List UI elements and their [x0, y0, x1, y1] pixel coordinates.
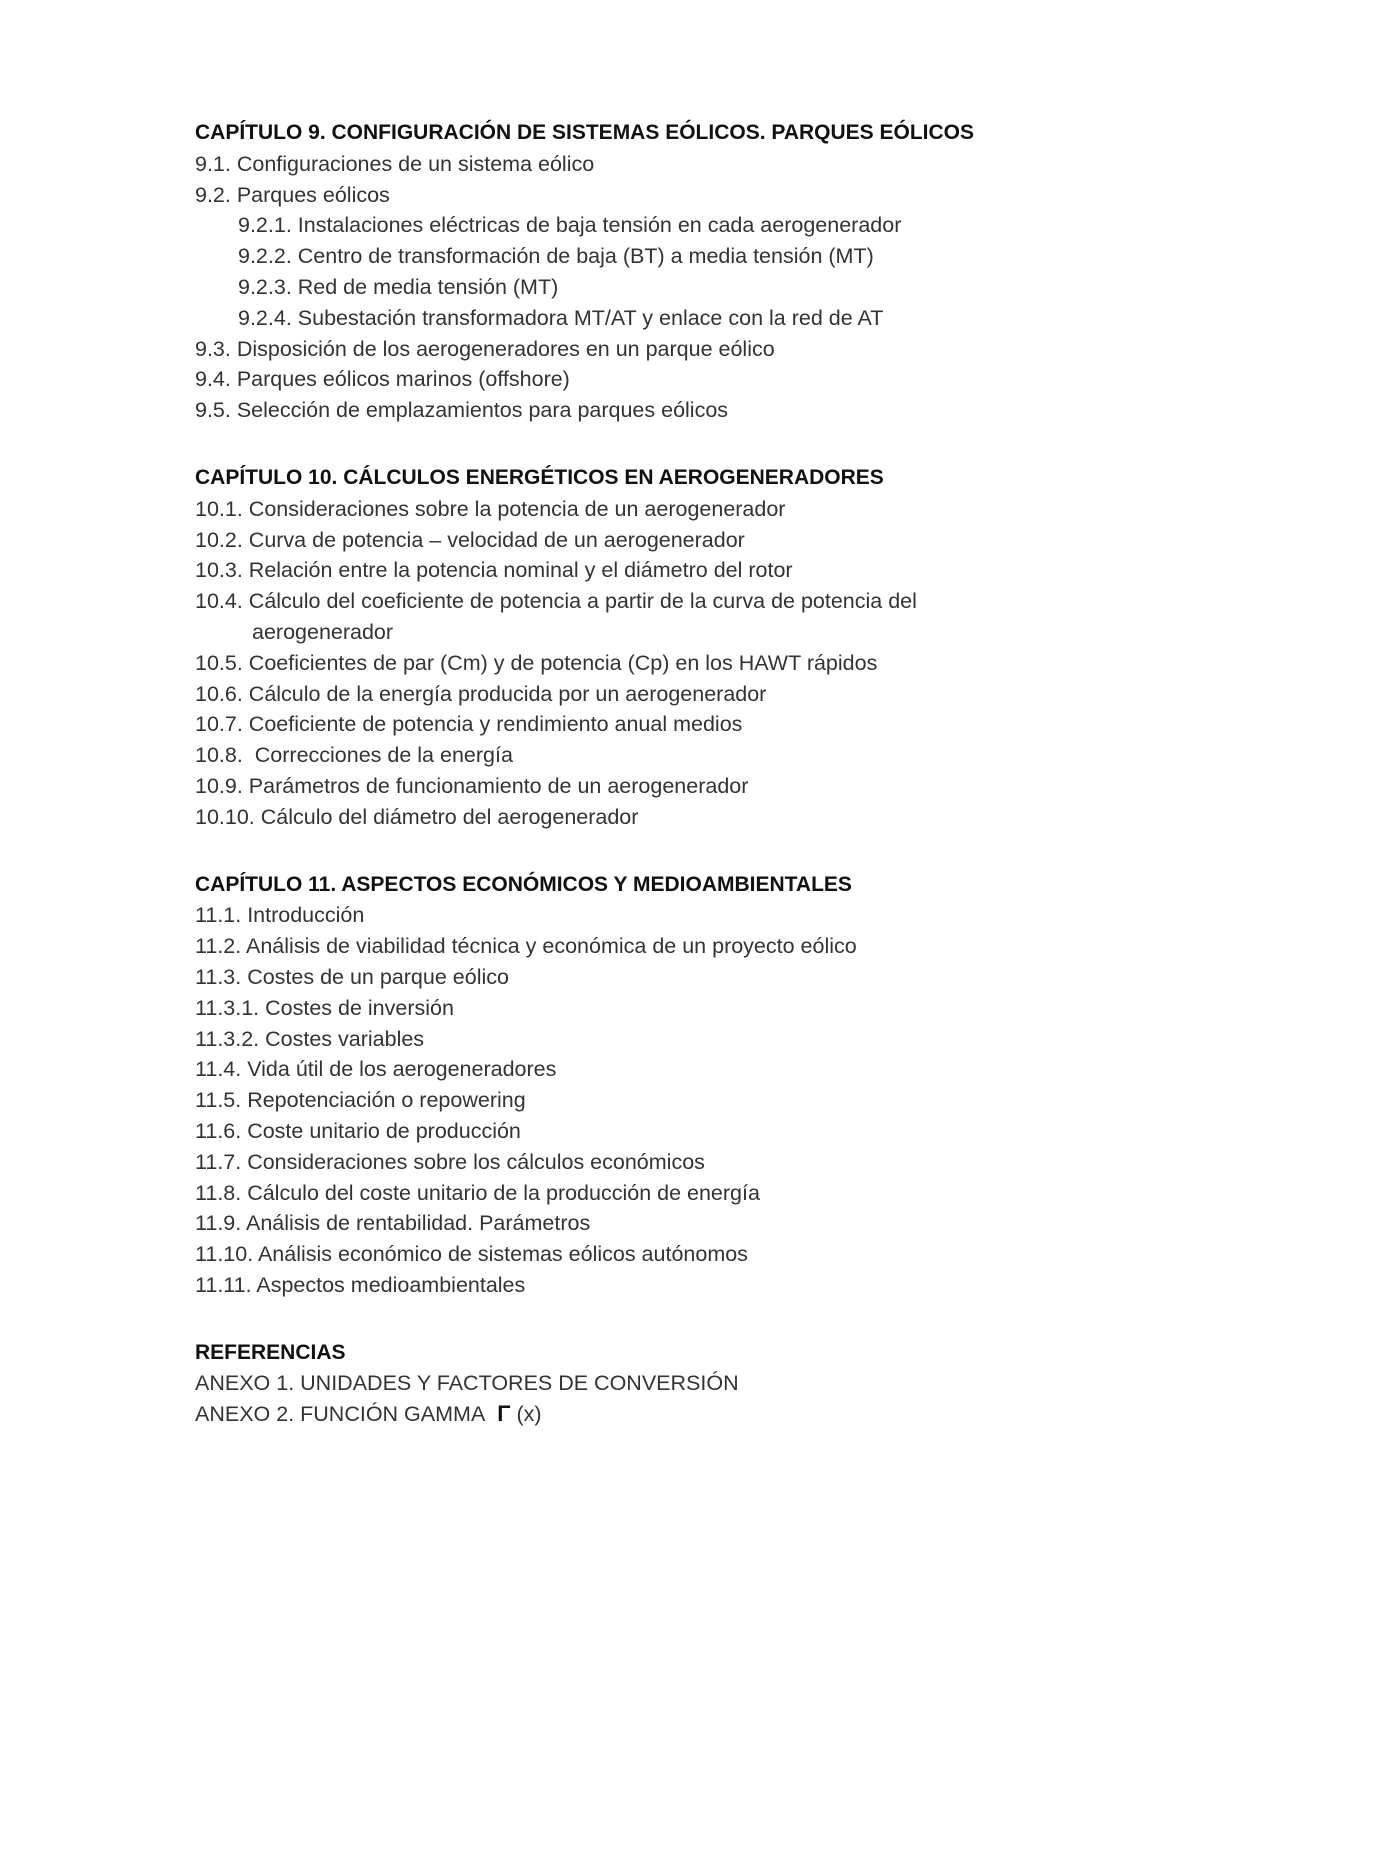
- chapter-title: CAPÍTULO 9. CONFIGURACIÓN DE SISTEMAS EÓLICOS. PARQUES EÓLICOS: [195, 121, 975, 144]
- chapter-11: [195, 870, 1295, 1301]
- toc-entry: 10.1. Consideraciones sobre la potencia de un aerogenerador: [195, 496, 786, 521]
- toc-entry: 9.5. Selección de emplazamientos para parques eólicos: [195, 398, 729, 423]
- toc-entry: 11.10. Análisis económico de sistemas eólicos autónomos: [195, 1242, 748, 1267]
- toc-entry: 10.5. Coeficientes de par (Cm) y de potencia (Cp) en los HAWT rápidos: [195, 650, 878, 675]
- toc-entry: 10.7. Coeficiente de potencia y rendimiento anual medios: [195, 712, 743, 737]
- chapter-10: [195, 463, 1295, 833]
- toc-entry: 11.2. Análisis de viabilidad técnica y económica de un proyecto eólico: [195, 934, 857, 959]
- toc-entry: 10.6. Cálculo de la energía producida por un aerogenerador: [195, 681, 767, 706]
- toc-entry: 10.4. Cálculo del coeficiente de potencia a partir de la curva de potencia del aerogenerador: [195, 589, 917, 644]
- references-title: REFERENCIAS: [195, 1340, 346, 1364]
- toc-entry: 11.1. Introducción: [195, 903, 365, 928]
- toc-subentry: 9.2.1. Instalaciones eléctricas de baja tensión en cada aerogenerador: [238, 213, 902, 238]
- annex-1: ANEXO 1. UNIDADES Y FACTORES DE CONVERSIÓN: [195, 1371, 739, 1396]
- references-section: [195, 1338, 1295, 1430]
- toc-entry: 10.8. Correcciones de la energía: [195, 743, 513, 768]
- chapter-title: CAPÍTULO 11. ASPECTOS ECONÓMICOS Y MEDIOAMBIENTALES: [195, 872, 852, 896]
- annex-2-suffix: (x): [516, 1402, 542, 1427]
- toc-entry: 11.9. Análisis de rentabilidad. Parámetros: [195, 1211, 591, 1236]
- toc-entry: 11.7. Consideraciones sobre los cálculos económicos: [195, 1149, 705, 1174]
- table-of-contents: [195, 118, 1295, 1467]
- toc-entry: 9.3. Disposición de los aerogeneradores en un parque eólico: [195, 336, 775, 361]
- toc-entry: 10.2. Curva de potencia – velocidad de un aerogenerador: [195, 527, 745, 552]
- annex-2-label: ANEXO 2. FUNCIÓN GAMMA: [195, 1402, 486, 1427]
- toc-subentry: 9.2.4. Subestación transformadora MT/AT y enlace con la red de AT: [238, 305, 884, 330]
- toc-entry: 11.11. Aspectos medioambientales: [195, 1272, 526, 1297]
- toc-entry: 11.5. Repotenciación o repowering: [195, 1088, 526, 1113]
- annex-2: [195, 1399, 1295, 1430]
- gamma-symbol: Γ: [497, 1401, 511, 1427]
- toc-entry: 11.3. Costes de un parque eólico: [195, 964, 509, 989]
- chapter-9: [195, 118, 1295, 426]
- toc-entry: 9.4. Parques eólicos marinos (offshore): [195, 367, 570, 392]
- toc-entry: 10.9. Parámetros de funcionamiento de un aerogenerador: [195, 773, 749, 798]
- toc-subentry: 9.2.2. Centro de transformación de baja (BT) a media tensión (MT): [238, 244, 874, 269]
- chapter-title: CAPÍTULO 10. CÁLCULOS ENERGÉTICOS EN AEROGENERADORES: [195, 465, 884, 489]
- toc-entry: 10.10. Cálculo del diámetro del aerogenerador: [195, 804, 639, 829]
- toc-entry: 11.3.1. Costes de inversión: [195, 995, 454, 1020]
- toc-entry: 10.3. Relación entre la potencia nominal y el diámetro del rotor: [195, 558, 793, 583]
- toc-entry: 9.1. Configuraciones de un sistema eólico: [195, 151, 595, 176]
- toc-entry: 11.8. Cálculo del coste unitario de la producción de energía: [195, 1180, 760, 1205]
- toc-entry: 11.3.2. Costes variables: [195, 1026, 425, 1051]
- toc-entry: 11.6. Coste unitario de producción: [195, 1118, 521, 1143]
- toc-subentry: 9.2.3. Red de media tensión (MT): [238, 274, 559, 299]
- toc-entry: 11.4. Vida útil de los aerogeneradores: [195, 1057, 557, 1082]
- toc-entry: 9.2. Parques eólicos: [195, 182, 390, 207]
